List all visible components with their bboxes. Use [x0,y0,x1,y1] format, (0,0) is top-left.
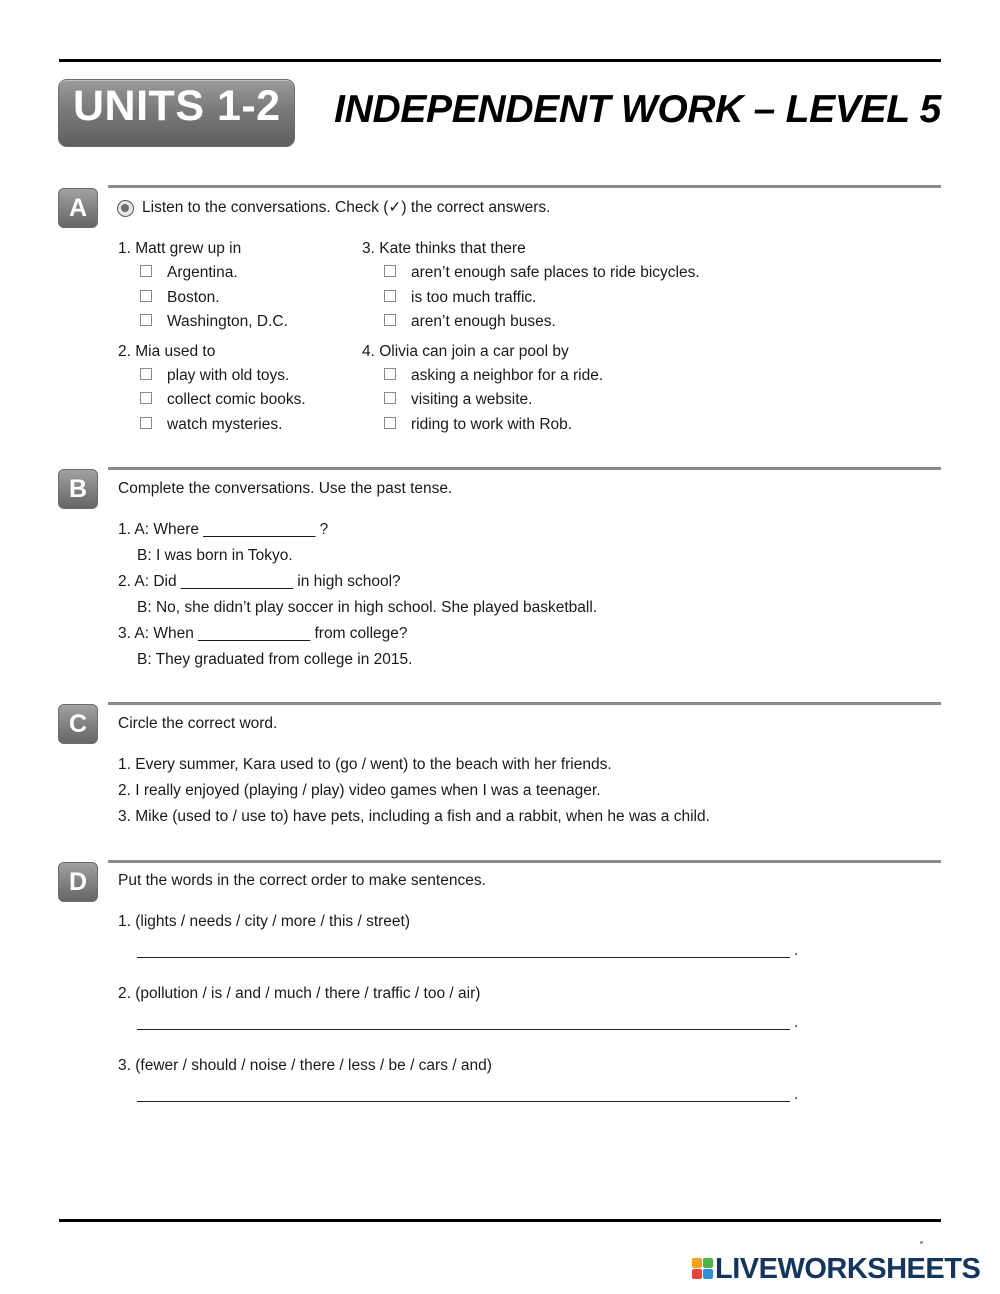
option-label: aren’t enough buses. [411,313,556,330]
scramble-item-1: 1. (lights / needs / city / more / this / street) [118,913,411,930]
checkbox-a2-option2[interactable] [140,392,152,404]
checkbox-a1-option3[interactable] [140,314,152,326]
liveworksheets-logo-text: LIVEWORKSHEETS [715,1253,981,1285]
section-c-badge: C [58,704,98,744]
scramble-item-2: 2. (pollution / is / and / much / there / traffic / too / air) [118,985,481,1002]
section-b-instruction: Complete the conversations. Use the past tense. [118,480,453,497]
section-c-rule [108,702,941,705]
circle-item-2[interactable]: 2. I really enjoyed (playing / play) video games when I was a teenager. [118,782,601,799]
question-a1-prompt: 1. Matt grew up in [118,240,242,257]
liveworksheets-logo-icon [692,1258,714,1280]
audio-play-icon[interactable] [117,200,134,217]
answer-3-period: . [794,1086,799,1103]
top-rule [59,59,941,62]
checkbox-a3-option1[interactable] [384,265,396,277]
section-d-rule [108,860,941,863]
answer-2-period: . [794,1014,799,1031]
answer-line-3[interactable] [137,1101,790,1102]
units-badge [58,79,295,147]
checkbox-a2-option1[interactable] [140,368,152,380]
question-a2-prompt: 2. Mia used to [118,343,216,360]
checkbox-a4-option2[interactable] [384,392,396,404]
section-c-instruction: Circle the correct word. [118,715,278,732]
bottom-rule [59,1219,941,1222]
conversation-2-line-a[interactable]: 2. A: Did _____________ in high school? [118,573,401,590]
answer-line-1[interactable] [137,957,790,958]
decorative-dot [920,1241,923,1244]
conversation-3-line-b: B: They graduated from college in 2015. [137,651,413,668]
conversation-3-line-a[interactable]: 3. A: When _____________ from college? [118,625,408,642]
section-a-instruction: Listen to the conversations. Check (✓) the correct answers. [142,199,551,216]
circle-item-3[interactable]: 3. Mike (used to / use to) have pets, including a fish and a rabbit, when he was a child. [118,808,710,825]
option-label: visiting a website. [411,391,533,408]
checkbox-a4-option1[interactable] [384,368,396,380]
option-label: watch mysteries. [167,416,283,433]
checkbox-a1-option2[interactable] [140,290,152,302]
section-a-rule [108,185,941,188]
conversation-2-line-b: B: No, she didn’t play soccer in high school. She played basketball. [137,599,598,616]
page-title: INDEPENDENT WORK – LEVEL 5 [334,88,941,131]
option-label: Boston. [167,289,220,306]
answer-line-2[interactable] [137,1029,790,1030]
option-label: aren’t enough safe places to ride bicycles. [411,264,700,281]
question-a3-prompt: 3. Kate thinks that there [362,240,526,257]
option-label: Argentina. [167,264,238,281]
section-a-badge: A [58,188,98,228]
checkbox-a3-option2[interactable] [384,290,396,302]
checkbox-a1-option1[interactable] [140,265,152,277]
scramble-item-3: 3. (fewer / should / noise / there / less / be / cars / and) [118,1057,492,1074]
option-label: riding to work with Rob. [411,416,573,433]
units-label: UNITS 1-2 [73,82,281,130]
checkbox-a4-option3[interactable] [384,417,396,429]
option-label: collect comic books. [167,391,306,408]
section-b-badge: B [58,469,98,509]
circle-item-1[interactable]: 1. Every summer, Kara used to (go / went) to the beach with her friends. [118,756,612,773]
question-a4-prompt: 4. Olivia can join a car pool by [362,343,569,360]
section-b-rule [108,467,941,470]
option-label: is too much traffic. [411,289,537,306]
checkbox-a2-option3[interactable] [140,417,152,429]
section-d-instruction: Put the words in the correct order to make sentences. [118,872,486,889]
option-label: Washington, D.C. [167,313,288,330]
option-label: asking a neighbor for a ride. [411,367,604,384]
answer-1-period: . [794,942,799,959]
checkbox-a3-option3[interactable] [384,314,396,326]
section-d-badge: D [58,862,98,902]
conversation-1-line-b: B: I was born in Tokyo. [137,547,293,564]
option-label: play with old toys. [167,367,290,384]
conversation-1-line-a[interactable]: 1. A: Where _____________ ? [118,521,329,538]
